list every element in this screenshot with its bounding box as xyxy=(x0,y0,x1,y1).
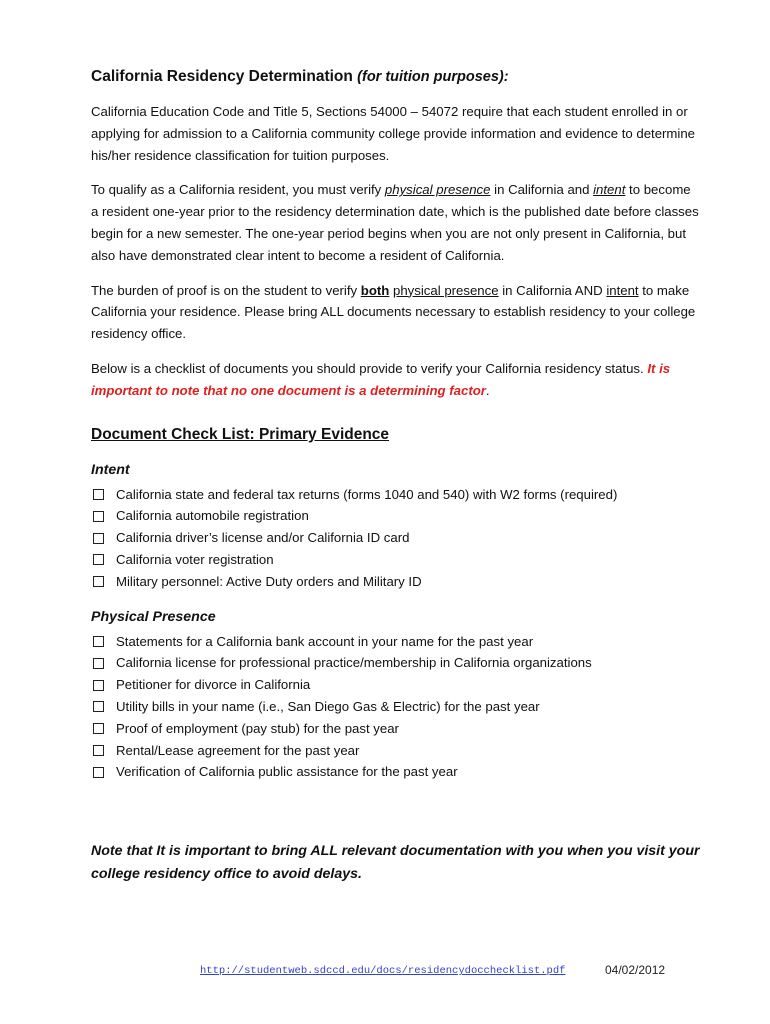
physical-presence-heading: Physical Presence xyxy=(91,608,216,625)
checklist-item-label: California voter registration xyxy=(116,551,274,567)
title-main: California Residency Determination xyxy=(91,68,353,85)
both-emphasis: both xyxy=(360,282,390,298)
checkbox[interactable] xyxy=(93,636,104,647)
text-run: in California AND xyxy=(498,282,607,298)
checklist-item xyxy=(91,505,701,527)
section-title: Document Check List: Primary Evidence xyxy=(91,425,390,443)
checklist-item xyxy=(91,761,701,783)
important-note: Note that It is important to bring ALL relevant documentation with you when you visit your college residency office to avoid delays. xyxy=(91,843,700,883)
intent-emphasis: intent xyxy=(593,182,626,198)
intent-heading: Intent xyxy=(91,461,130,478)
checklist-item xyxy=(91,696,701,718)
checkbox[interactable] xyxy=(93,658,104,669)
checklist-item xyxy=(91,571,701,593)
checkbox[interactable] xyxy=(93,767,104,778)
paragraph-education-code: California Education Code and Title 5, Sections 54000 – 54072 require that each student enrolled in or applying for admission to a California community college provide information and evidence to determine his/her residence classification for tuition purposes. xyxy=(91,104,696,163)
checklist-item xyxy=(91,527,701,549)
checklist-item-label: California license for professional practice/membership in California organizations xyxy=(116,655,592,671)
checkbox[interactable] xyxy=(93,723,104,734)
document-title xyxy=(91,66,701,88)
text-run: in California and xyxy=(490,182,594,198)
text-run: . xyxy=(485,382,490,398)
checkbox[interactable] xyxy=(93,576,104,587)
checkbox[interactable] xyxy=(93,533,104,544)
physical-presence-checklist xyxy=(91,631,701,784)
checklist-item xyxy=(91,718,701,740)
checklist-item-label: California automobile registration xyxy=(116,508,309,524)
checkbox[interactable] xyxy=(93,701,104,712)
checklist-item xyxy=(91,740,701,762)
footer-date: 04/02/2012 xyxy=(605,963,666,977)
checkbox[interactable] xyxy=(93,554,104,565)
intent-checklist xyxy=(91,484,701,593)
paragraph-burden-of-proof xyxy=(91,280,701,345)
checklist-item xyxy=(91,631,701,653)
title-subtitle: (for tuition purposes): xyxy=(357,69,509,85)
checklist-item-label: California driver’s license and/or California ID card xyxy=(116,530,410,546)
text-run: The burden of proof is on the student to verify xyxy=(91,282,361,298)
checkbox[interactable] xyxy=(93,489,104,500)
checklist-item-label: California state and federal tax returns (forms 1040 and 540) with W2 forms (required) xyxy=(116,486,618,502)
intent-underline: intent xyxy=(606,282,639,298)
physical-presence-underline: physical presence xyxy=(393,282,499,298)
paragraph-checklist-intro xyxy=(91,358,701,402)
checklist-item-label: Proof of employment (pay stub) for the past year xyxy=(116,720,399,736)
checkbox[interactable] xyxy=(93,511,104,522)
checklist-item-label: Rental/Lease agreement for the past year xyxy=(116,742,360,758)
text-run: to become a resident one-year prior to the residency determination date, which is the published date before classes begin for a new semester. The one-year period begins when you are not only present in California, but also have demonstrated clear intent to become a resident of California. xyxy=(91,182,699,263)
text-run: Below is a checklist of documents you should provide to verify your California residency status. xyxy=(91,360,648,376)
footer-url-link[interactable]: http://studentweb.sdccd.edu/docs/residencydocchecklist.pdf xyxy=(200,965,566,977)
checkbox[interactable] xyxy=(93,680,104,691)
checklist-item-label: Verification of California public assistance for the past year xyxy=(116,764,458,780)
paragraph-qualify xyxy=(91,179,701,266)
document-body xyxy=(91,66,701,886)
checklist-item xyxy=(91,549,701,571)
checklist-item xyxy=(91,674,701,696)
physical-presence-emphasis: physical presence xyxy=(384,182,491,198)
checklist-item-label: Utility bills in your name (i.e., San Diego Gas & Electric) for the past year xyxy=(116,698,540,714)
checklist-item-label: Statements for a California bank account in your name for the past year xyxy=(116,633,534,649)
text-run: to make California your residence. Please bring ALL documents necessary to establish residency to your college residency office. xyxy=(91,282,696,342)
checklist-item-label: Military personnel: Active Duty orders and Military ID xyxy=(116,573,422,589)
checklist-item xyxy=(91,652,701,674)
important-warning-text: It is important to note that no one document is a determining factor xyxy=(91,360,671,398)
checklist-item xyxy=(91,484,701,506)
checklist-item-label: Petitioner for divorce in California xyxy=(116,677,311,693)
checkbox[interactable] xyxy=(93,745,104,756)
text-run: To qualify as a California resident, you must verify xyxy=(91,182,385,198)
